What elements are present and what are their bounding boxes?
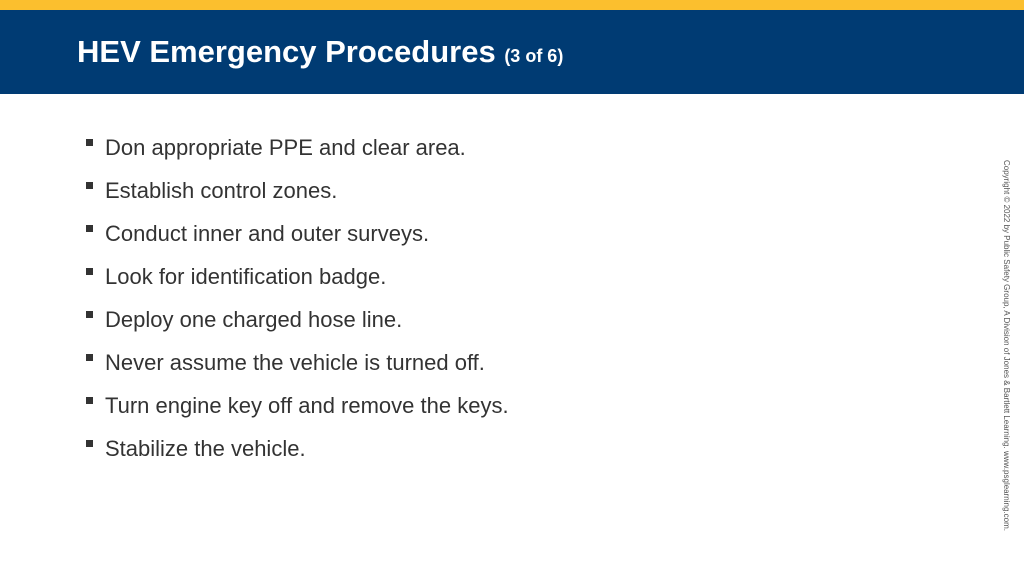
- square-bullet-icon: [86, 354, 93, 361]
- square-bullet-icon: [86, 225, 93, 232]
- square-bullet-icon: [86, 440, 93, 447]
- list-item-text: Don appropriate PPE and clear area.: [105, 134, 466, 160]
- list-item-text: Turn engine key off and remove the keys.: [105, 392, 509, 418]
- slide-title: [77, 34, 563, 74]
- list-item: [86, 384, 509, 427]
- list-item-text: Conduct inner and outer surveys.: [105, 220, 430, 246]
- list-item-text: Look for identification badge.: [105, 263, 387, 289]
- list-item-text: Establish control zones.: [105, 177, 338, 203]
- list-item: [86, 298, 509, 341]
- slide-subtitle: (3 of 6): [504, 46, 564, 66]
- list-item-text: Stabilize the vehicle.: [105, 435, 306, 461]
- square-bullet-icon: [86, 311, 93, 318]
- list-item: [86, 212, 509, 255]
- list-item: [86, 255, 509, 298]
- square-bullet-icon: [86, 268, 93, 275]
- square-bullet-icon: [86, 139, 93, 146]
- list-item-text: Never assume the vehicle is turned off.: [105, 349, 485, 375]
- list-item-text: Deploy one charged hose line.: [105, 306, 403, 332]
- list-item: [86, 341, 509, 384]
- slide-title-text: HEV Emergency Procedures: [77, 34, 496, 69]
- accent-stripe: [0, 0, 1024, 10]
- bullet-list: [86, 126, 509, 470]
- copyright-notice: Copyright © 2022 by Public Safety Group, A Division of Jones & Bartlett Learning. www.psglearning.com.: [1002, 160, 1011, 531]
- list-item: [86, 126, 509, 169]
- list-item: [86, 427, 509, 470]
- list-item: [86, 169, 509, 212]
- square-bullet-icon: [86, 397, 93, 404]
- square-bullet-icon: [86, 182, 93, 189]
